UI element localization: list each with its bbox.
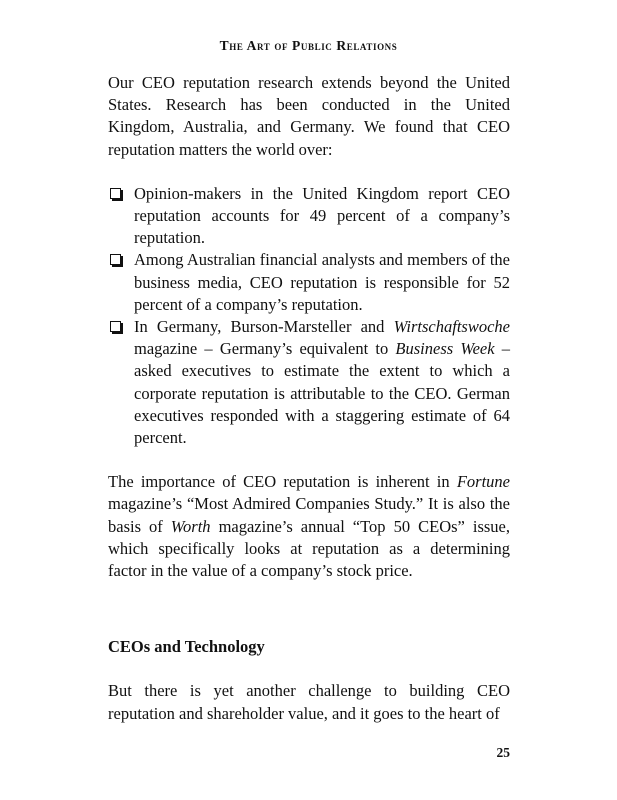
list-item xyxy=(108,249,510,316)
bullet-text: Opinion-makers in the United Kingdom report CEO reputation accounts for 49 percent of a company’s reputation. xyxy=(134,183,510,248)
page-body xyxy=(108,72,510,725)
page-number: 25 xyxy=(496,745,510,760)
checkbox-bullet-icon xyxy=(110,254,121,265)
list-item xyxy=(108,316,510,449)
paragraph-importance: The importance of CEO reputation is inherent in Fortune magazine’s “Most Admired Companies Study.” It is also the basis of Worth magazine’s annual “Top 50 CEOs” issue, which specifically looks at reputation as a determining factor in the value of a company’s stock price. xyxy=(108,472,510,581)
section-heading: CEOs and Technology xyxy=(108,637,265,657)
running-header: The Art of Public Relations xyxy=(219,38,398,53)
magazine-title: Wirtschaftswoche xyxy=(393,317,510,337)
paragraph-challenge: But there is yet another challenge to building CEO reputation and shareholder value, and it goes to the heart of xyxy=(108,681,510,723)
paragraph-intro: Our CEO reputation research extends beyond the United States. Research has been conducted in the United Kingdom, Australia, and Germany. We found that CEO reputation matters the world over: xyxy=(108,73,510,159)
magazine-title: Business Week xyxy=(395,339,495,359)
magazine-title: Fortune xyxy=(456,472,510,492)
checkbox-bullet-icon xyxy=(110,321,121,332)
bullet-list xyxy=(108,183,510,449)
checkbox-bullet-icon xyxy=(110,188,121,199)
bullet-text: In Germany, Burson-Marsteller and Wirtschaftswoche magazine – Germany’s equivalent to Business Week – asked executives to estimate the extent to which a corporate reputation is attributable to the CEO. German executives responded with a staggering estimate of 64 percent. xyxy=(134,317,511,448)
magazine-title: Worth xyxy=(170,516,211,536)
bullet-text: Among Australian financial analysts and members of the business media, CEO reputation is responsible for 52 percent of a company’s reputation. xyxy=(134,250,510,314)
list-item xyxy=(108,183,510,250)
